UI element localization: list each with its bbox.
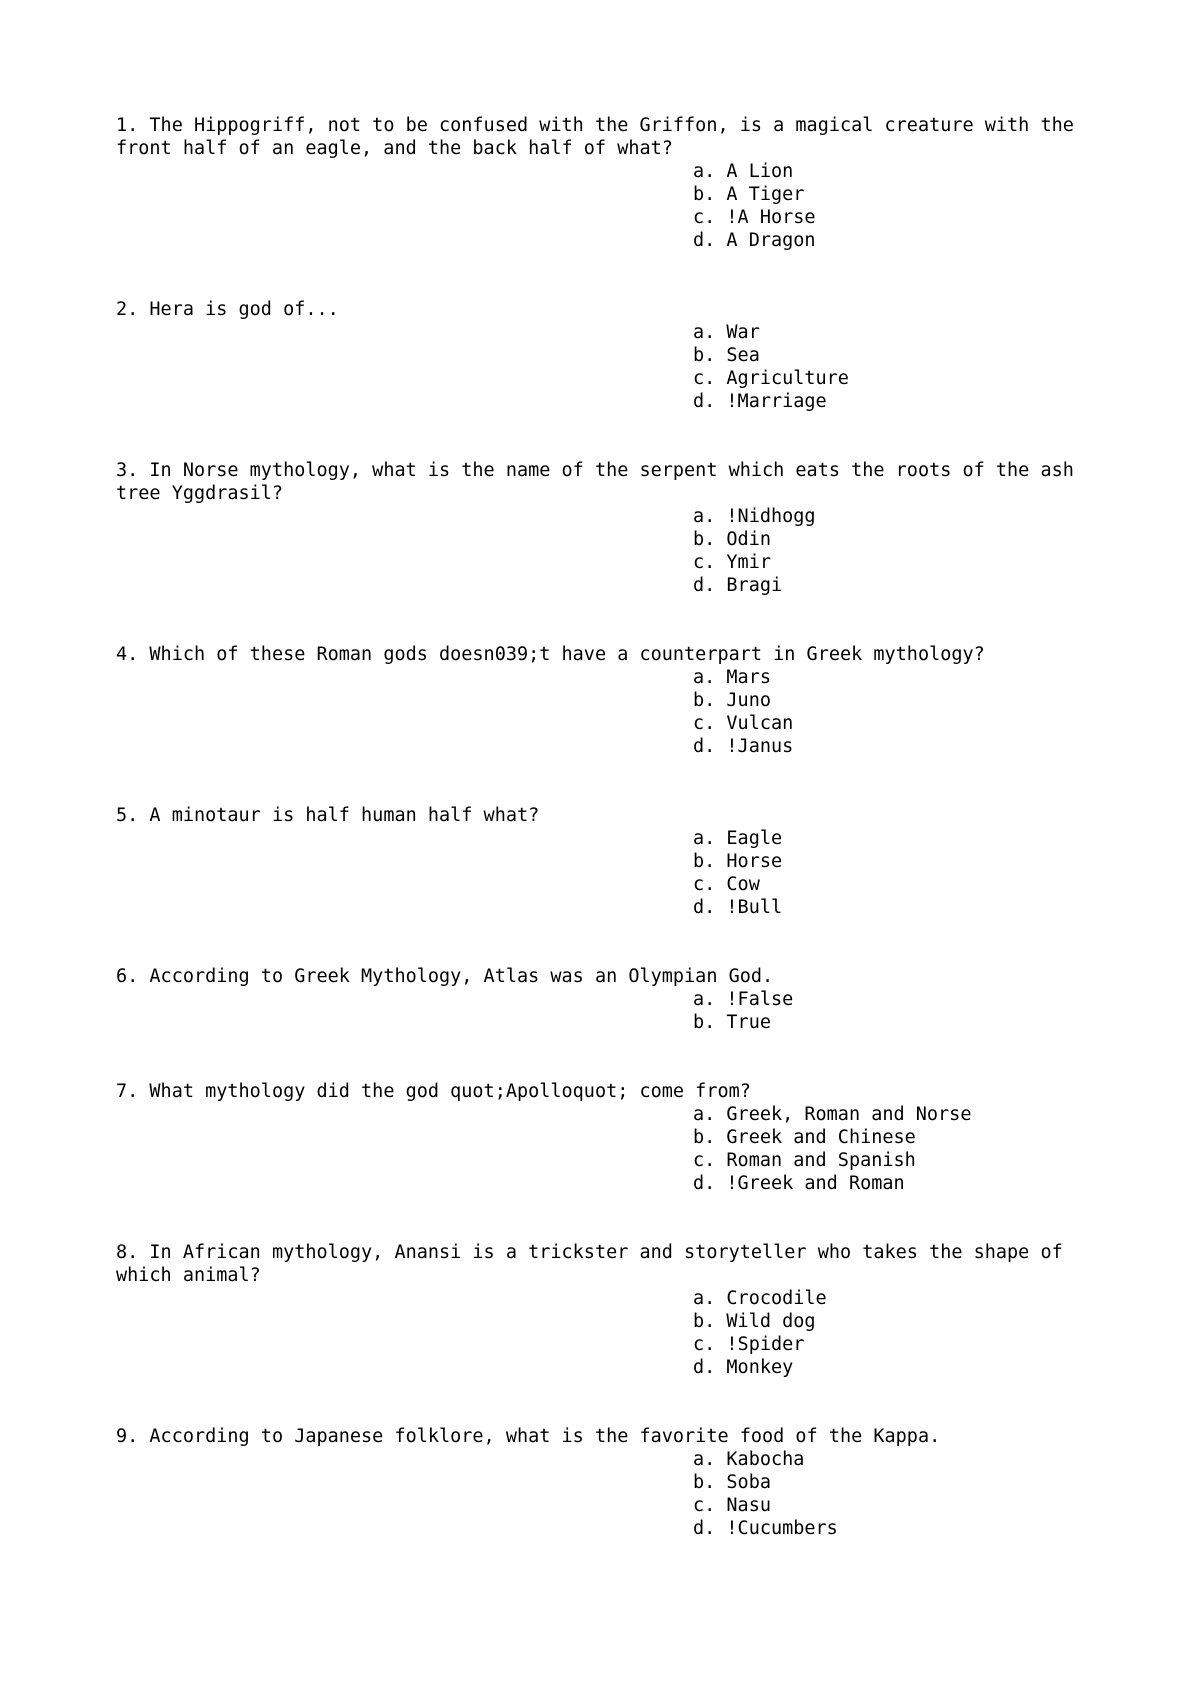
- option-letter: b.: [693, 345, 716, 366]
- option-letter: d.: [693, 897, 716, 918]
- option-text: Mars: [726, 667, 771, 688]
- option-letter: d.: [693, 391, 716, 412]
- option-letter: d.: [693, 230, 716, 251]
- answer-option: [693, 712, 1116, 735]
- answer-option: [693, 1356, 1116, 1379]
- option-text: Greek and Chinese: [726, 1127, 916, 1148]
- question-text: [116, 643, 1076, 666]
- option-text: !Spider: [726, 1334, 805, 1355]
- question-prompt: A minotaur is half human half what?: [149, 805, 540, 826]
- question-number: 4.: [116, 644, 139, 665]
- question-prompt: In African mythology, Anansi is a trickster and storyteller who takes the shape of which animal?: [116, 1242, 1074, 1286]
- question-spacer: [116, 597, 1116, 643]
- question-block: [116, 1080, 1116, 1195]
- answer-option: [693, 1471, 1116, 1494]
- answer-option: [693, 528, 1116, 551]
- question-text: [116, 965, 1076, 988]
- question-block: [116, 965, 1116, 1034]
- question-block: [116, 804, 1116, 919]
- answer-option: [693, 390, 1116, 413]
- question-prompt: The Hippogriff, not to be confused with the Griffon, is a magical creature with the front half of an eagle, and the back half of what?: [116, 115, 1086, 159]
- option-letter: c.: [693, 552, 716, 573]
- answer-options: [693, 666, 1116, 758]
- option-letter: a.: [693, 1104, 716, 1125]
- option-letter: a.: [693, 828, 716, 849]
- option-letter: c.: [693, 1334, 716, 1355]
- option-letter: a.: [693, 322, 716, 343]
- answer-option: [693, 505, 1116, 528]
- answer-option: [693, 1149, 1116, 1172]
- option-letter: a.: [693, 989, 716, 1010]
- question-prompt: Hera is god of...: [149, 299, 339, 320]
- option-text: Cow: [726, 874, 760, 895]
- option-letter: c.: [693, 1495, 716, 1516]
- option-letter: b.: [693, 1472, 716, 1493]
- answer-option: [693, 1517, 1116, 1540]
- answer-option: [693, 321, 1116, 344]
- question-block: [116, 643, 1116, 758]
- question-text: [116, 1241, 1076, 1287]
- answer-options: [693, 988, 1116, 1034]
- answer-option: [693, 896, 1116, 919]
- answer-option: [693, 1333, 1116, 1356]
- option-text: Eagle: [726, 828, 783, 849]
- answer-option: [693, 160, 1116, 183]
- question-text: [116, 114, 1086, 160]
- option-letter: b.: [693, 690, 716, 711]
- option-letter: c.: [693, 368, 716, 389]
- option-text: !False: [726, 989, 794, 1010]
- question-number: 7.: [116, 1081, 139, 1102]
- answer-option: [693, 551, 1116, 574]
- question-block: [116, 114, 1116, 252]
- answer-option: [693, 988, 1116, 1011]
- quiz-list: [116, 114, 1116, 1540]
- question-spacer: [116, 252, 1116, 298]
- question-number: 2.: [116, 299, 139, 320]
- question-spacer: [116, 919, 1116, 965]
- question-text: [116, 1425, 1076, 1448]
- question-block: [116, 1425, 1116, 1540]
- option-text: Agriculture: [726, 368, 849, 389]
- option-text: !Janus: [726, 736, 794, 757]
- option-letter: a.: [693, 667, 716, 688]
- answer-options: [693, 827, 1116, 919]
- option-letter: b.: [693, 184, 716, 205]
- option-text: Kabocha: [726, 1449, 805, 1470]
- question-spacer: [116, 1379, 1116, 1425]
- option-text: Roman and Spanish: [726, 1150, 916, 1171]
- option-text: !Marriage: [726, 391, 827, 412]
- option-letter: a.: [693, 1288, 716, 1309]
- option-letter: b.: [693, 1127, 716, 1148]
- option-letter: d.: [693, 736, 716, 757]
- option-text: Nasu: [726, 1495, 771, 1516]
- answer-options: [693, 505, 1116, 597]
- answer-options: [693, 160, 1116, 252]
- option-letter: a.: [693, 1449, 716, 1470]
- answer-options: [693, 1448, 1116, 1540]
- option-text: Vulcan: [726, 713, 794, 734]
- option-text: A Lion: [726, 161, 794, 182]
- option-text: !Bull: [726, 897, 783, 918]
- question-spacer: [116, 1195, 1116, 1241]
- answer-option: [693, 1494, 1116, 1517]
- answer-option: [693, 850, 1116, 873]
- answer-option: [693, 735, 1116, 758]
- answer-option: [693, 344, 1116, 367]
- option-text: !Nidhogg: [726, 506, 816, 527]
- option-letter: d.: [693, 1173, 716, 1194]
- option-letter: c.: [693, 1150, 716, 1171]
- question-prompt: According to Japanese folklore, what is the favorite food of the Kappa.: [149, 1426, 941, 1447]
- option-text: Sea: [726, 345, 760, 366]
- answer-option: [693, 1103, 1116, 1126]
- option-text: Bragi: [726, 575, 783, 596]
- answer-option: [693, 1172, 1116, 1195]
- answer-option: [693, 229, 1116, 252]
- question-spacer: [116, 413, 1116, 459]
- option-letter: c.: [693, 874, 716, 895]
- question-text: [116, 804, 1076, 827]
- question-prompt: What mythology did the god quot;Apolloquot; come from?: [149, 1081, 751, 1102]
- question-number: 5.: [116, 805, 139, 826]
- option-text: Crocodile: [726, 1288, 827, 1309]
- answer-option: [693, 574, 1116, 597]
- option-text: Juno: [726, 690, 771, 711]
- answer-option: [693, 1126, 1116, 1149]
- answer-option: [693, 367, 1116, 390]
- option-letter: c.: [693, 207, 716, 228]
- answer-option: [693, 1011, 1116, 1034]
- question-text: [116, 298, 1076, 321]
- option-text: Horse: [726, 851, 783, 872]
- option-letter: d.: [693, 1518, 716, 1539]
- answer-option: [693, 666, 1116, 689]
- answer-options: [693, 1103, 1116, 1195]
- answer-option: [693, 827, 1116, 850]
- option-letter: d.: [693, 575, 716, 596]
- option-text: Wild dog: [726, 1311, 816, 1332]
- answer-option: [693, 1287, 1116, 1310]
- answer-option: [693, 206, 1116, 229]
- option-letter: b.: [693, 1012, 716, 1033]
- question-spacer: [116, 758, 1116, 804]
- question-prompt: In Norse mythology, what is the name of the serpent which eats the roots of the ash tree Yggdrasil?: [116, 460, 1086, 504]
- option-letter: c.: [693, 713, 716, 734]
- answer-options: [693, 1287, 1116, 1379]
- option-text: Greek, Roman and Norse: [726, 1104, 972, 1125]
- option-text: Ymir: [726, 552, 771, 573]
- option-text: !A Horse: [726, 207, 816, 228]
- question-block: [116, 1241, 1116, 1379]
- question-block: [116, 459, 1116, 597]
- question-text: [116, 1080, 1076, 1103]
- option-text: War: [726, 322, 760, 343]
- option-text: !Cucumbers: [726, 1518, 838, 1539]
- option-text: A Tiger: [726, 184, 805, 205]
- option-text: Monkey: [726, 1357, 794, 1378]
- question-text: [116, 459, 1086, 505]
- answer-option: [693, 689, 1116, 712]
- question-number: 8.: [116, 1242, 139, 1263]
- question-prompt: According to Greek Mythology, Atlas was an Olympian God.: [149, 966, 774, 987]
- question-number: 1.: [116, 115, 139, 136]
- option-text: !Greek and Roman: [726, 1173, 905, 1194]
- option-text: Odin: [726, 529, 771, 550]
- question-block: [116, 298, 1116, 413]
- answer-option: [693, 183, 1116, 206]
- question-number: 9.: [116, 1426, 139, 1447]
- answer-option: [693, 1448, 1116, 1471]
- option-letter: b.: [693, 1311, 716, 1332]
- answer-option: [693, 1310, 1116, 1333]
- option-text: A Dragon: [726, 230, 816, 251]
- question-number: 6.: [116, 966, 139, 987]
- question-number: 3.: [116, 460, 139, 481]
- question-prompt: Which of these Roman gods doesn039;t have a counterpart in Greek mythology?: [149, 644, 985, 665]
- option-letter: d.: [693, 1357, 716, 1378]
- answer-option: [693, 873, 1116, 896]
- answer-options: [693, 321, 1116, 413]
- option-text: True: [726, 1012, 771, 1033]
- option-letter: b.: [693, 851, 716, 872]
- option-letter: b.: [693, 529, 716, 550]
- option-letter: a.: [693, 506, 716, 527]
- option-text: Soba: [726, 1472, 771, 1493]
- question-spacer: [116, 1034, 1116, 1080]
- option-letter: a.: [693, 161, 716, 182]
